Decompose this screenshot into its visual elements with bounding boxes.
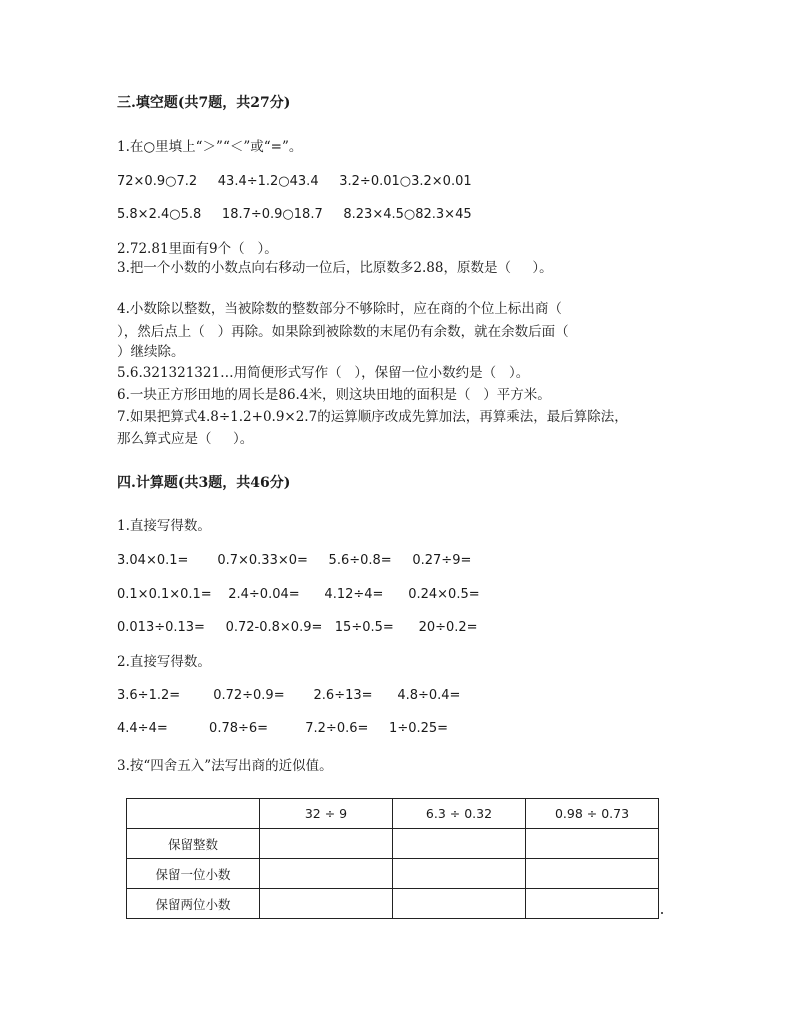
q4-3-prompt: 3.按“四舍五入”法写出商的近似值。 — [117, 758, 333, 774]
q3-2: 2.72.81里面有9个（ ）。 — [117, 241, 278, 257]
q3-1-row1: 72×0.9○7.2 43.4÷1.2○43.4 3.2÷0.01○3.2×0.01 — [117, 174, 472, 189]
table-row — [127, 859, 659, 889]
table-header-cell: 0.98 ÷ 0.73 — [526, 799, 659, 829]
answer-cell[interactable] — [260, 829, 393, 859]
row-label: 保留整数 — [127, 829, 260, 859]
answer-cell[interactable] — [260, 889, 393, 919]
table-corner-cell — [127, 799, 260, 829]
row-label: 保留一位小数 — [127, 859, 260, 889]
answer-cell[interactable] — [393, 829, 526, 859]
table-header-cell: 32 ÷ 9 — [260, 799, 393, 829]
q4-1-row3: 0.013÷0.13= 0.72-0.8×0.9= 15÷0.5= 20÷0.2= — [117, 620, 478, 635]
q4-1-prompt: 1.直接写得数。 — [117, 518, 211, 534]
answer-cell[interactable] — [260, 859, 393, 889]
rounding-table — [126, 798, 659, 919]
answer-cell[interactable] — [526, 889, 659, 919]
table-row — [127, 829, 659, 859]
section4-title: 四.计算题(共3题，共46分) — [117, 475, 291, 491]
q3-5: 5.6.321321321…用简便形式写作（ ），保留一位小数约是（ ）。 — [117, 365, 530, 381]
q4-1-row2: 0.1×0.1×0.1= 2.4÷0.04= 4.12÷4= 0.24×0.5= — [117, 587, 480, 602]
q3-4-line2: ），然后点上（ ）再除。如果除到被除数的末尾仍有余数，就在余数后面（ — [117, 324, 569, 340]
q3-1-row2: 5.8×2.4○5.8 18.7÷0.9○18.7 8.23×4.5○82.3×45 — [117, 207, 472, 222]
paragraph-mark — [661, 912, 663, 914]
answer-cell[interactable] — [526, 829, 659, 859]
q4-1-row1: 3.04×0.1= 0.7×0.33×0= 5.6÷0.8= 0.27÷9= — [117, 553, 472, 568]
table-header-row — [127, 799, 659, 829]
q4-2-row2: 4.4÷4= 0.78÷6= 7.2÷0.6= 1÷0.25= — [117, 721, 449, 736]
section3-title: 三.填空题(共7题，共27分) — [117, 95, 291, 111]
row-label: 保留两位小数 — [127, 889, 260, 919]
q3-3: 3.把一个小数的小数点向右移动一位后，比原数多2.88，原数是（ ）。 — [117, 260, 553, 276]
answer-cell[interactable] — [393, 889, 526, 919]
q3-4-line3: ）继续除。 — [117, 344, 185, 360]
q4-2-row1: 3.6÷1.2= 0.72÷0.9= 2.6÷13= 4.8÷0.4= — [117, 688, 461, 703]
table-header-cell: 6.3 ÷ 0.32 — [393, 799, 526, 829]
q4-2-prompt: 2.直接写得数。 — [117, 654, 211, 670]
q3-4-line1: 4.小数除以整数，当被除数的整数部分不够除时，应在商的个位上标出商（ — [117, 301, 562, 317]
q3-7-line2: 那么算式应是（ ）。 — [117, 431, 254, 447]
answer-cell[interactable] — [393, 859, 526, 889]
q3-1-prompt: 1.在○里填上“＞”“＜”或“=”。 — [117, 139, 303, 155]
q3-6: 6.一块正方形田地的周长是86.4米，则这块田地的面积是（ ）平方米。 — [117, 387, 551, 403]
answer-cell[interactable] — [526, 859, 659, 889]
q3-7-line1: 7.如果把算式4.8÷1.2+0.9×2.7的运算顺序改成先算加法，再算乘法，最后算除法， — [117, 409, 628, 425]
table-row — [127, 889, 659, 919]
